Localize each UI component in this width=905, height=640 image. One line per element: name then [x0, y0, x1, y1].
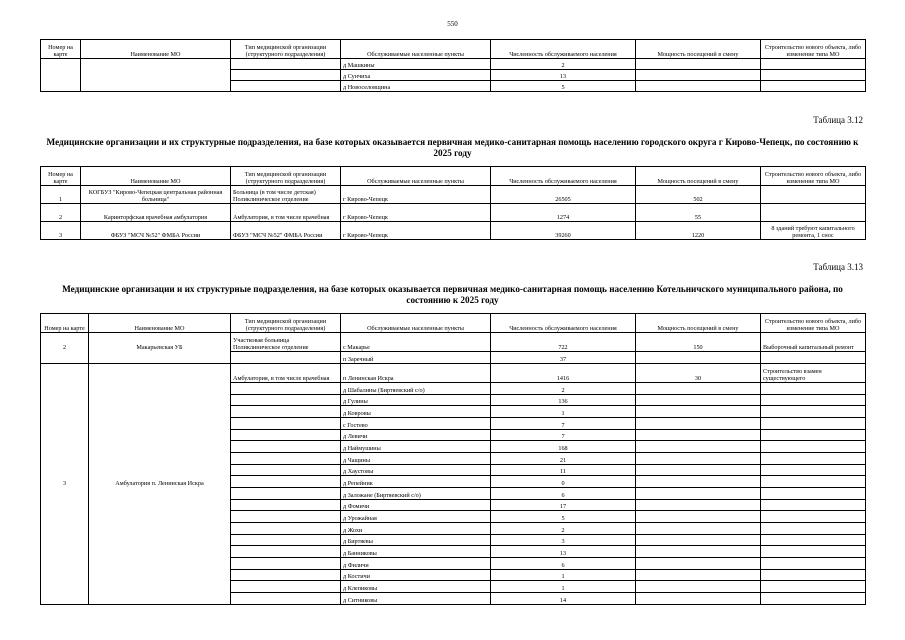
cell-population: 2 [491, 382, 636, 394]
cell-capacity [636, 81, 761, 92]
cell-type [231, 581, 341, 593]
cell-capacity [636, 569, 761, 581]
cell-capacity [636, 464, 761, 476]
cell-type [231, 70, 341, 81]
cell-population: 7 [491, 417, 636, 429]
cell-type [231, 81, 341, 92]
cell-construction [761, 452, 866, 464]
cell-settlement: г Кирово-Чепецк [341, 222, 491, 240]
table-3-12 [40, 166, 866, 240]
cell-name: КОГБУЗ "Кирово-Чепецкая центральная районная больница" [81, 186, 231, 204]
cell-population: 14 [491, 593, 636, 605]
cell-population: 1 [491, 406, 636, 418]
cell-capacity [636, 417, 761, 429]
cell-population: 0 [491, 476, 636, 488]
cell-settlement: д Сунчиха [341, 70, 491, 81]
cell-construction [761, 406, 866, 418]
cell-construction [761, 546, 866, 558]
cell-capacity [636, 488, 761, 500]
cell-capacity [636, 382, 761, 394]
cell-settlement: д Филичи [341, 558, 491, 570]
cell-settlement: д Банниковы [341, 546, 491, 558]
cell-settlement: д Клепиковы [341, 581, 491, 593]
header-construction: Строительство нового объекта, либо изменение типа МО [761, 40, 866, 59]
cell-name: Амбулатория п. Ленинская Искра [89, 363, 231, 604]
cell-type: Амбулатория, в том числе врачебная [231, 204, 341, 222]
header-name: Наименование МО [81, 40, 231, 59]
cell-population: 21 [491, 452, 636, 464]
header-num: Номер на карте [41, 314, 89, 333]
cell-name [81, 59, 231, 92]
cell-capacity [636, 558, 761, 570]
header-capacity: Мощность посещений в смену [636, 314, 761, 333]
cell-settlement: г Кирово-Чепецк [341, 186, 491, 204]
cell-type [231, 59, 341, 70]
cell-settlement: д Наймушины [341, 441, 491, 453]
cell-settlement: д Гулины [341, 394, 491, 406]
cell-type: Больница (в том числе детская) Поликлиническое отделение [231, 186, 341, 204]
cell-type [231, 464, 341, 476]
cell-construction [761, 511, 866, 523]
cell-num: 3 [41, 222, 81, 240]
cell-population: 13 [491, 546, 636, 558]
header-settlements: Обслуживаемые населенные пункты [341, 40, 491, 59]
header-construction: Строительство нового объекта, либо изменение типа МО [761, 167, 866, 186]
cell-population: 722 [491, 333, 636, 352]
cell-type: ФБУЗ "МСЧ №52" ФМБА России [231, 222, 341, 240]
cell-settlement: г Кирово-Чепецк [341, 204, 491, 222]
header-num: Номер на карте [41, 40, 81, 59]
cell-settlement: д Жохи [341, 523, 491, 535]
cell-population: 2 [491, 523, 636, 535]
cell-settlement: д Костичи [341, 569, 491, 581]
cell-settlement: д Шабалины (Биртяевский с/о) [341, 382, 491, 394]
header-capacity: Мощность посещений в смену [636, 167, 761, 186]
cell-construction [761, 569, 866, 581]
table-3-12-title: Медицинские организации и их структурные подразделения, на базе которых оказывается первичная медико-санитарная помощь населению городского округа г Кирово-Чепецк, по состоянию к 2025 году [46, 137, 859, 158]
cell-construction: Строительство взамен существующего [761, 363, 866, 382]
table-3-13 [40, 313, 866, 605]
header-num: Номер на карте [41, 167, 81, 186]
cell-population: 39260 [491, 222, 636, 240]
cell-settlement: д Новоселовщина [341, 81, 491, 92]
table-header-row [41, 167, 866, 186]
header-type: Тип медицинской организации (структурного подразделения) [231, 40, 341, 59]
cell-type [231, 417, 341, 429]
cell-name: ФБУЗ "МСЧ №52" ФМБА России [81, 222, 231, 240]
cell-population: 1274 [491, 204, 636, 222]
cell-capacity [636, 452, 761, 464]
cell-capacity [636, 534, 761, 546]
cell-settlement: д Левичи [341, 429, 491, 441]
cell-population: 11 [491, 464, 636, 476]
header-population: Численность обслуживаемого населения [491, 314, 636, 333]
table-3-12-caption: Таблица 3.12 [813, 115, 863, 125]
cell-construction [761, 488, 866, 500]
cell-population: 168 [491, 441, 636, 453]
cell-capacity [636, 511, 761, 523]
cell-settlement: д Заложане (Биртяевский с/о) [341, 488, 491, 500]
cell-population: 6 [491, 558, 636, 570]
cell-type: Амбулатория, в том числе врачебная [231, 363, 341, 382]
header-type: Тип медицинской организации (структурного подразделения) [231, 314, 341, 333]
cell-num: 1 [41, 186, 81, 204]
cell-construction [761, 558, 866, 570]
cell-population: 1416 [491, 363, 636, 382]
cell-population: 5 [491, 81, 636, 92]
cell-population: 1 [491, 581, 636, 593]
cell-construction: Выборочный капитальный ремонт [761, 333, 866, 352]
cell-name: Макарьевская УБ [89, 333, 231, 364]
table-3-13-title: Медицинские организации и их структурные подразделения, на базе которых оказывается первичная медико-санитарная помощь населению Котельничского муниципального района, по состоянию к 2025 году [62, 284, 843, 305]
cell-capacity [636, 441, 761, 453]
cell-type [231, 593, 341, 605]
cell-construction [761, 464, 866, 476]
cell-capacity [636, 406, 761, 418]
header-name: Наименование МО [89, 314, 231, 333]
cell-type: Участковая больница Поликлиническое отделение [231, 333, 341, 352]
cell-num [41, 59, 81, 92]
cell-type [231, 558, 341, 570]
cell-settlement: д Чащины [341, 452, 491, 464]
cell-settlement: д Машкины [341, 59, 491, 70]
cell-population: 17 [491, 499, 636, 511]
cell-type [231, 406, 341, 418]
cell-settlement: д Фомичи [341, 499, 491, 511]
cell-population: 2 [491, 59, 636, 70]
cell-construction [761, 81, 866, 92]
table-row [41, 333, 866, 352]
cell-construction [761, 499, 866, 511]
cell-type [231, 429, 341, 441]
cell-construction [761, 523, 866, 535]
cell-capacity [636, 476, 761, 488]
cell-construction [761, 417, 866, 429]
cell-num: 2 [41, 333, 89, 364]
cell-settlement: д Биртяевы [341, 534, 491, 546]
header-type: Тип медицинской организации (структурного подразделения) [231, 167, 341, 186]
page-number: 550 [447, 20, 458, 28]
cell-settlement: д Ковровы [341, 406, 491, 418]
cell-type [231, 569, 341, 581]
cell-population: 7 [491, 429, 636, 441]
cell-type [231, 523, 341, 535]
table-continuation [40, 39, 866, 92]
header-capacity: Мощность посещений в смену [636, 40, 761, 59]
cell-capacity [636, 429, 761, 441]
cell-construction [761, 394, 866, 406]
cell-settlement: д Хаустовы [341, 464, 491, 476]
cell-settlement: п Заречный [341, 352, 491, 364]
table-header-row [41, 40, 866, 59]
cell-construction [761, 581, 866, 593]
cell-population: 37 [491, 352, 636, 364]
cell-population: 5 [491, 511, 636, 523]
cell-construction [761, 441, 866, 453]
cell-construction [761, 70, 866, 81]
cell-settlement: с Гостево [341, 417, 491, 429]
header-population: Численность обслуживаемого населения [491, 40, 636, 59]
cell-name: Каринторфская врачебная амбулатория [81, 204, 231, 222]
table-header-row [41, 314, 866, 333]
cell-capacity: 55 [636, 204, 761, 222]
cell-construction [761, 204, 866, 222]
cell-type [231, 476, 341, 488]
cell-population: 6 [491, 488, 636, 500]
cell-type [231, 534, 341, 546]
table-3-13-caption: Таблица 3.13 [813, 262, 863, 272]
cell-population: 26505 [491, 186, 636, 204]
cell-capacity [636, 70, 761, 81]
cell-construction [761, 476, 866, 488]
cell-population: 3 [491, 534, 636, 546]
cell-construction [761, 186, 866, 204]
cell-settlement: д Ситниковы [341, 593, 491, 605]
header-population: Численность обслуживаемого населения [491, 167, 636, 186]
cell-construction [761, 593, 866, 605]
header-name: Наименование МО [81, 167, 231, 186]
table-row [41, 222, 866, 240]
cell-capacity [636, 352, 761, 364]
cell-construction [761, 429, 866, 441]
cell-num: 2 [41, 204, 81, 222]
cell-construction [761, 59, 866, 70]
cell-capacity [636, 394, 761, 406]
cell-capacity: 30 [636, 363, 761, 382]
cell-capacity [636, 593, 761, 605]
cell-settlement: с Макарье [341, 333, 491, 352]
cell-capacity: 150 [636, 333, 761, 352]
cell-type [231, 546, 341, 558]
cell-construction: 8 зданий требуют капитального ремонта, 1 снос [761, 222, 866, 240]
cell-capacity [636, 499, 761, 511]
table-row [41, 363, 866, 382]
cell-capacity: 502 [636, 186, 761, 204]
cell-capacity: 1220 [636, 222, 761, 240]
cell-type [231, 511, 341, 523]
cell-capacity [636, 546, 761, 558]
cell-settlement: п Ленинская Искра [341, 363, 491, 382]
cell-settlement: д Урожайная [341, 511, 491, 523]
cell-population: 136 [491, 394, 636, 406]
cell-capacity [636, 523, 761, 535]
cell-type [231, 488, 341, 500]
cell-capacity [636, 59, 761, 70]
header-settlements: Обслуживаемые населенные пункты [341, 167, 491, 186]
cell-settlement: д Репейник [341, 476, 491, 488]
header-settlements: Обслуживаемые населенные пункты [341, 314, 491, 333]
cell-population: 13 [491, 70, 636, 81]
cell-num: 3 [41, 363, 89, 604]
table-row [41, 186, 866, 204]
cell-type [231, 382, 341, 394]
table-row [41, 59, 866, 70]
cell-type [231, 352, 341, 364]
cell-construction [761, 352, 866, 364]
cell-construction [761, 382, 866, 394]
table-row [41, 204, 866, 222]
cell-type [231, 452, 341, 464]
header-construction: Строительство нового объекта, либо изменение типа МО [761, 314, 866, 333]
cell-type [231, 441, 341, 453]
cell-population: 1 [491, 569, 636, 581]
cell-capacity [636, 581, 761, 593]
cell-type [231, 394, 341, 406]
cell-type [231, 499, 341, 511]
cell-construction [761, 534, 866, 546]
